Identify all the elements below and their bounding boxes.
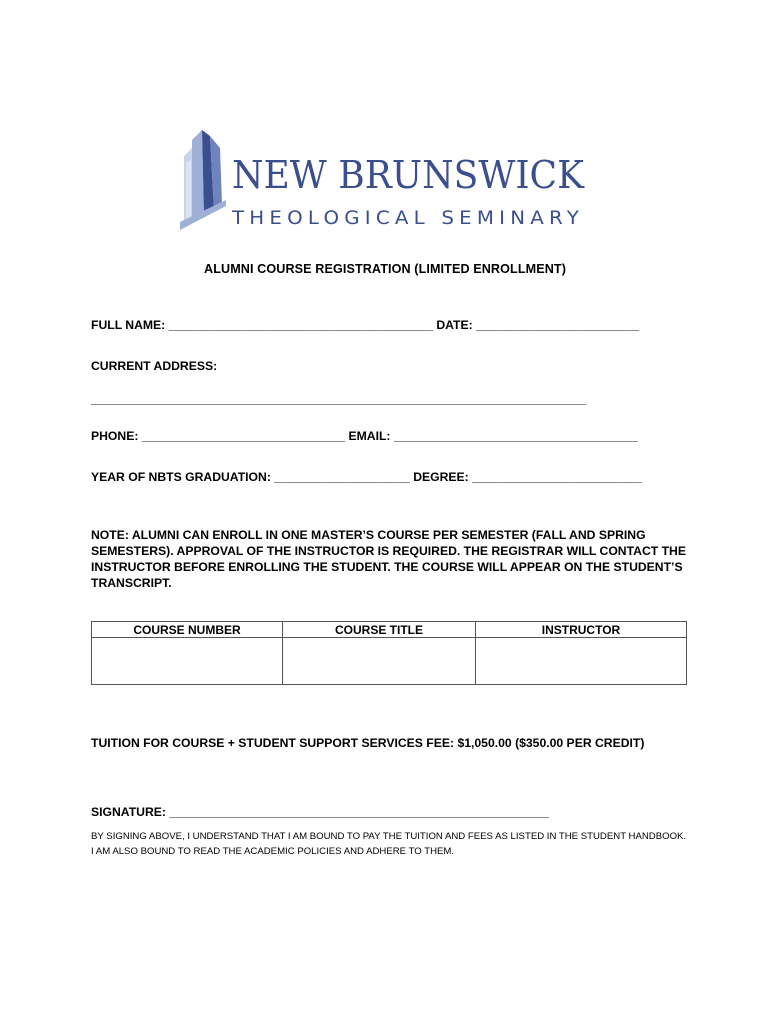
logo-line-1: NEW BRUNSWICK	[232, 153, 585, 197]
tuition-statement: TUITION FOR COURSE + STUDENT SUPPORT SERVICES FEE: $1,050.00 ($350.00 PER CREDIT)	[91, 736, 645, 750]
current-address-field[interactable]: __________________________________________________________________________________	[91, 392, 586, 406]
course-title-cell[interactable]	[283, 638, 476, 685]
current-address-label: CURRENT ADDRESS:	[91, 359, 218, 373]
instructor-header: INSTRUCTOR	[476, 622, 687, 638]
phone-email-field[interactable]: PHONE: ______________________________ EMAIL: ____________________________________	[91, 429, 638, 443]
form-title: ALUMNI COURSE REGISTRATION (LIMITED ENROLLMENT)	[204, 262, 566, 276]
course-number-header: COURSE NUMBER	[92, 622, 283, 638]
course-number-cell[interactable]	[92, 638, 283, 685]
logo-line-2: THEOLOGICAL SEMINARY	[230, 207, 584, 229]
full-name-date-field[interactable]: FULL NAME: _______________________________________ DATE: ________________________	[91, 318, 639, 332]
course-title-header: COURSE TITLE	[283, 622, 476, 638]
seminary-logo	[172, 126, 592, 236]
signature-disclaimer: BY SIGNING ABOVE, I UNDERSTAND THAT I AM BOUND TO PAY THE TUITION AND FEES AS LISTED IN THE STUDENT HANDBOOK. I AM ALSO BOUND TO READ THE ACADEMIC POLICIES AND ADHERE TO THEM.	[91, 831, 687, 857]
signature-field[interactable]: SIGNATURE: ________________________________________________________	[91, 805, 549, 819]
graduation-degree-field[interactable]: YEAR OF NBTS GRADUATION: ____________________ DEGREE: _________________________	[91, 470, 642, 484]
building-mark-icon	[180, 130, 226, 230]
instructor-cell[interactable]	[476, 638, 687, 685]
enrollment-note: NOTE: ALUMNI CAN ENROLL IN ONE MASTER’S COURSE PER SEMESTER (FALL AND SPRING SEMESTERS). APPROVAL OF THE INSTRUCTOR IS REQUIRED. THE REGISTRAR WILL CONTACT THE INSTRUCTOR BEFORE ENROLLING THE STUDENT. THE COURSE WILL APPEAR ON THE STUDENT’S TRANSCRIPT.	[91, 528, 686, 590]
course-table	[91, 621, 687, 685]
